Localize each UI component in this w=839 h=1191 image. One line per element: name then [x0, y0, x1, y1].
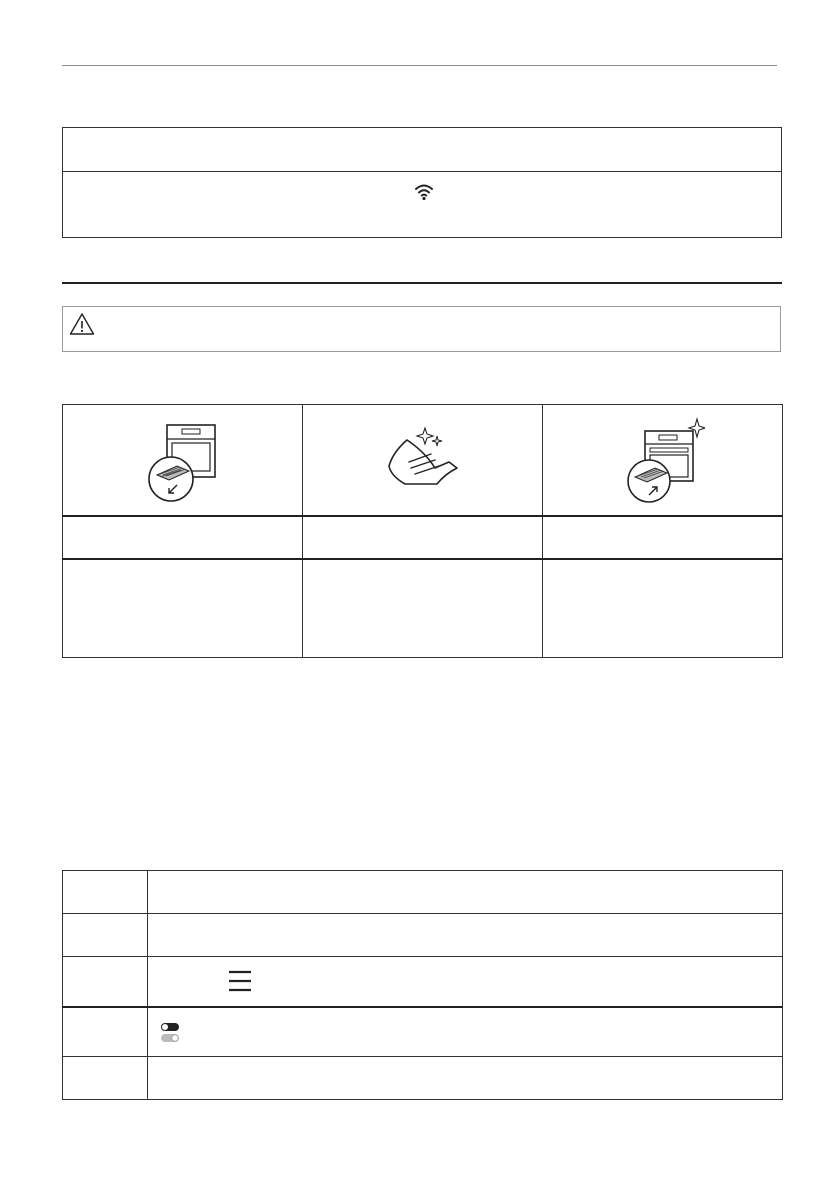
cleaning-steps-table [62, 404, 783, 658]
step-number [63, 914, 148, 957]
step-text-cell [148, 1007, 783, 1057]
header-rule [62, 65, 777, 66]
toggle-switch-icon [160, 1022, 180, 1044]
table-row [63, 1007, 783, 1057]
step-icon-cell-1 [63, 405, 303, 516]
wipe-clean-icon [381, 422, 465, 498]
step-description-1 [63, 559, 303, 658]
warning-triangle-icon [69, 312, 95, 336]
step-number [63, 957, 148, 1007]
connectivity-row-1 [63, 128, 782, 172]
step-title-2 [303, 516, 543, 559]
table-row [63, 871, 783, 914]
step-number [63, 871, 148, 914]
step-description-2 [303, 559, 543, 658]
step-text-cell [148, 957, 783, 1007]
table-row [63, 957, 783, 1007]
warning-box [62, 306, 781, 352]
connectivity-table [62, 127, 782, 238]
step-icon-cell-3 [543, 405, 783, 516]
step-text [148, 871, 783, 914]
step-number [63, 1007, 148, 1057]
step-icon-cell-2 [303, 405, 543, 516]
step-title-3 [543, 516, 783, 559]
wifi-icon [414, 182, 434, 202]
step-title-1 [63, 516, 303, 559]
steps-table [62, 870, 783, 1100]
table-row [63, 914, 783, 957]
step-number [63, 1057, 148, 1100]
remove-shelf-icon [141, 417, 225, 503]
step-text [148, 1057, 783, 1100]
menu-icon [228, 970, 252, 992]
step-text [148, 914, 783, 957]
connectivity-row-2 [63, 172, 782, 238]
insert-shelf-icon [621, 417, 705, 503]
table-row [63, 1057, 783, 1100]
step-description-3 [543, 559, 783, 658]
section-rule [62, 282, 782, 284]
